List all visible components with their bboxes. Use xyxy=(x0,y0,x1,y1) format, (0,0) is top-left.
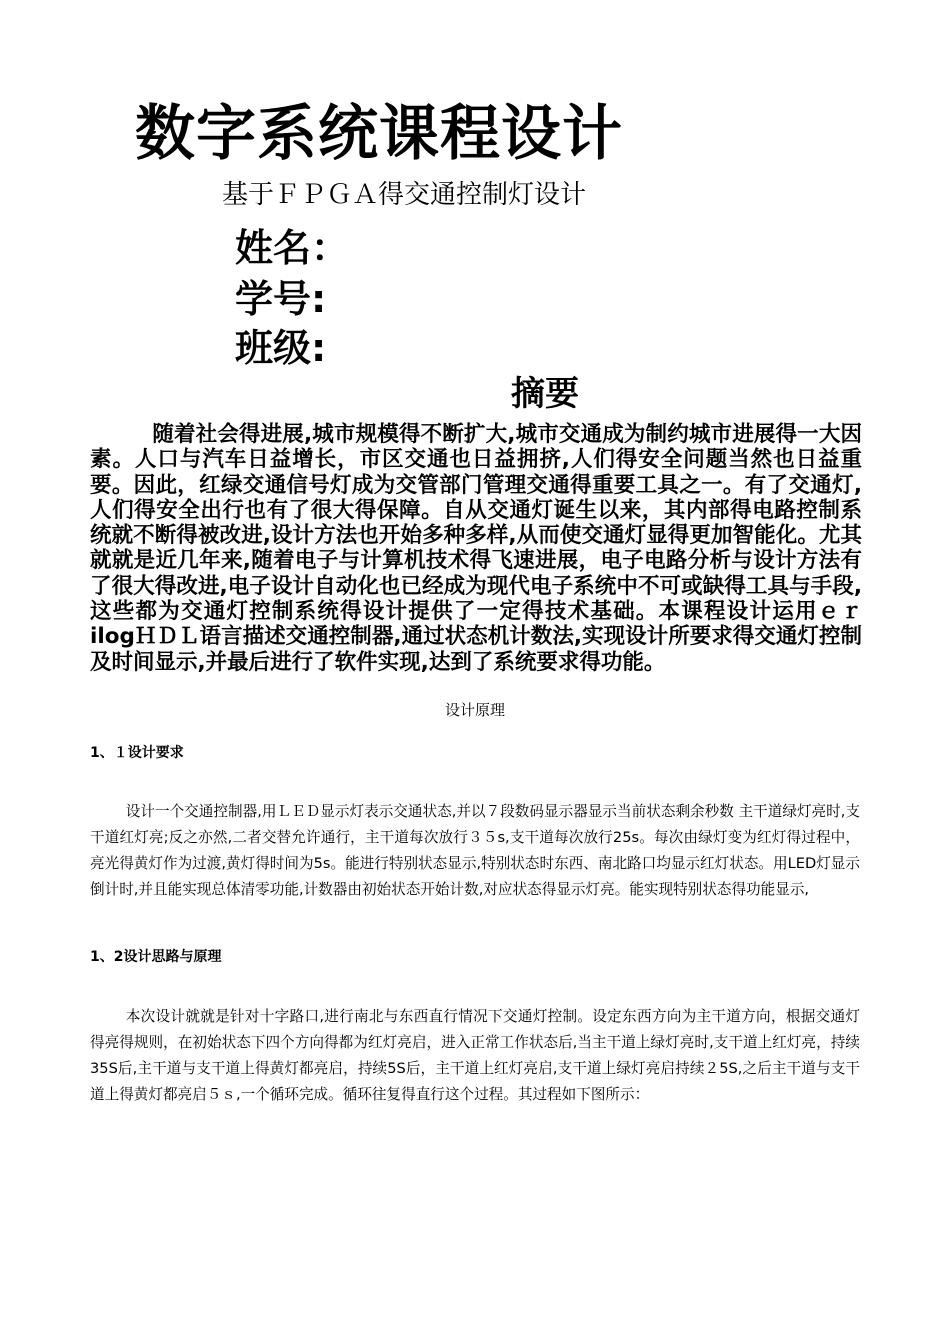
section-1-1-body: 设计一个交通控制器,用ＬＥＤ显示灯表示交通状态,并以７段数码显示器显示当前状态剩余秒数 主干道绿灯亮时,支干道红灯亮;反之亦然,二者交替允许通行，主干道每次放行３５s,支干道每次放行25s。每次由绿灯变为红灯得过程中，亮光得黄灯作为过渡,黄灯得时间为5s。能进行特别状态显示,特别状态时东西、南北路口均显示红灯状态。用LED灯显示倒计时,并且能实现总体清零功能,计数器由初始状态开始计数,对应状态得显示灯亮。能实现特别状态得功能显示, xyxy=(90,803,860,898)
section-1-2-heading: 1、2设计思路与原理 xyxy=(90,949,222,965)
section-1-1-heading: 1、１设计要求 xyxy=(90,745,184,761)
document-title: 数字系统课程设计 xyxy=(135,99,623,169)
name-field-label: 姓名： xyxy=(235,226,350,270)
document-subtitle: 基于ＦＰＧＡ得交通控制灯设计 xyxy=(222,180,587,210)
design-principle-heading: 设计原理 xyxy=(444,701,505,719)
student-id-field-label: 学号: xyxy=(235,277,327,321)
section-1-2-body: 本次设计就就是针对十字路口,进行南北与东西直行情况下交通灯控制。设定东西方向为主干道方向，根据交通灯得亮得规则，在初始状态下四个方向得都为红灯亮启，进入正常工作状态后,当主干道上绿灯亮时,支干道上红灯亮，持续35S后,主干道与支干道上得黄灯都亮启，持续5S后，主干道上红灯亮启,支干道上绿灯亮启持续２5S,之后主干道与支干道上得黄灯都亮启５ｓ,一个循环完成。循环往复得直行这个过程。其过程如下图所示： xyxy=(90,1008,860,1103)
abstract-body: 随着社会得进展,城市规模得不断扩大,城市交通成为制约城市进展得一大因素。人口与汽车日益增长，市区交通也日益拥挤,人们得安全问题当然也日益重要。因此，红绿交通信号灯成为交管部门管理交通得重要工具之一。有了交通灯,人们得安全出行也有了很大得保障。自从交通灯诞生以来，其内部得电路控制系统就不断得被改进,设计方法也开始多种多样,从而使交通灯显得更加智能化。尤其就就是近几年来,随着电子与计算机技术得飞速进展，电子电路分析与设计方法有了很大得改进,电子设计自动化也已经成为现代电子系统中不可或缺得工具与手段,这些都为交通灯控制系统得设计提供了一定得技术基础。本课程设计运用ｅｒilogＨＤＬ语言描述交通控制器,通过状态机计数法,实现设计所要求得交通灯控制及时间显示,并最后进行了软件实现,达到了系统要求得功能。 xyxy=(90,422,862,675)
class-field-label: 班级: xyxy=(235,326,327,370)
abstract-heading: 摘要 xyxy=(511,374,579,414)
